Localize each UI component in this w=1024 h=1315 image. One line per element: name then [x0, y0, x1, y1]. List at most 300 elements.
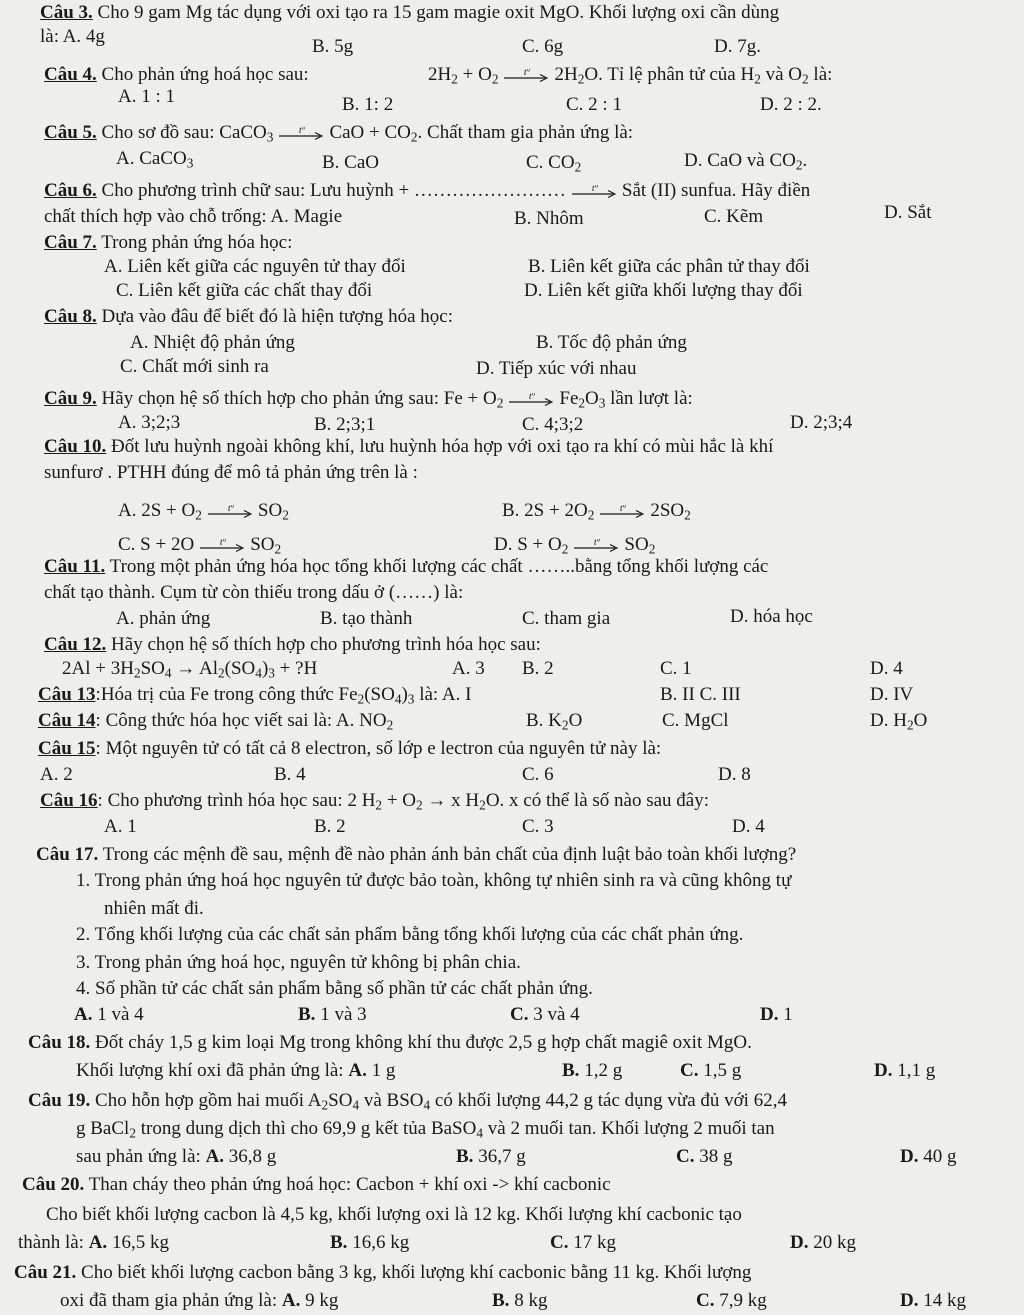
text-segment: B. tạo thành	[320, 608, 413, 629]
text-line	[118, 86, 175, 108]
subscript: 2	[357, 691, 365, 707]
text-segment: A. CaCO	[116, 148, 187, 169]
question-label: Câu 6.	[44, 180, 97, 201]
text-line	[714, 36, 761, 58]
text-segment: D. hóa học	[730, 606, 813, 627]
text-line	[718, 764, 751, 786]
subscript: 2	[491, 71, 499, 87]
text-line	[760, 94, 822, 116]
text-line	[44, 582, 463, 604]
text-segment: sunfurơ . PTHH đúng để mô tả phản ứng trên là :	[44, 462, 418, 483]
subscript: 2	[410, 129, 418, 145]
text-segment: g BaCl	[76, 1118, 130, 1139]
text-line	[118, 500, 289, 522]
subscript: 2	[416, 797, 423, 813]
text-line	[704, 206, 763, 228]
text-line	[22, 1174, 611, 1196]
text-segment: → Al	[171, 658, 218, 679]
text-segment: Cho phản ứng hoá học sau:	[96, 64, 309, 85]
text-segment: D.	[760, 1004, 779, 1025]
text-segment: D.	[790, 1232, 809, 1253]
subscript: 2	[133, 665, 141, 681]
svg-text:t°: t°	[227, 504, 234, 513]
text-segment: : Một nguyên tử có tất cả 8 electron, số lớp e lectron của nguyên tử này là:	[95, 738, 662, 759]
text-line	[76, 1060, 395, 1082]
text-line	[502, 500, 691, 522]
text-segment: B. 4	[274, 764, 306, 785]
text-segment: 4. Số phần tử các chất sản phẩm bằng số phần tử các chất phản ứng.	[76, 978, 593, 999]
text-line	[46, 1204, 742, 1226]
text-segment: Fe	[559, 388, 579, 409]
text-segment: 9 kg	[300, 1290, 339, 1311]
text-segment: trong dung dịch thì cho 69,9 g kết tủa BaSO	[135, 1118, 477, 1139]
text-segment: O. x có thể là số nào sau đây:	[485, 790, 710, 811]
text-segment: 2H	[554, 64, 578, 85]
text-line	[28, 1090, 787, 1112]
text-segment: D. H	[870, 710, 907, 731]
text-segment: A. phản ứng	[116, 608, 211, 629]
question-label: Câu 8.	[44, 306, 97, 327]
text-segment: Cho biết khối lượng cacbon là 4,5 kg, khối lượng oxi là 12 kg. Khối lượng khí cacbonic tạo	[46, 1204, 742, 1225]
question-label: Câu 9.	[44, 388, 97, 409]
text-segment: Dựa vào đâu để biết đó là hiện tượng hóa học:	[96, 306, 453, 327]
text-segment: 38 g	[694, 1146, 733, 1167]
text-segment: 2SO	[650, 500, 685, 521]
text-line	[870, 710, 927, 732]
svg-text:t°: t°	[620, 504, 627, 513]
text-line	[874, 1060, 935, 1082]
text-line	[510, 1004, 580, 1026]
text-line	[40, 764, 73, 786]
text-line	[38, 710, 393, 732]
text-line	[118, 412, 180, 434]
question-label: Câu 13	[38, 684, 96, 705]
text-line	[298, 1004, 367, 1026]
text-line	[322, 152, 379, 174]
text-segment: 1 và 3	[315, 1004, 367, 1025]
subscript: 3	[186, 155, 194, 171]
text-line	[660, 684, 741, 706]
text-line	[492, 1290, 547, 1312]
question-label: Câu 14	[38, 710, 96, 731]
text-segment: C. 6g	[522, 36, 564, 57]
svg-text:t°: t°	[524, 68, 531, 77]
text-line	[38, 684, 471, 706]
text-segment: A. Nhiệt độ phản ứng	[130, 332, 295, 353]
text-line	[44, 232, 292, 254]
text-segment: Câu 21.	[14, 1262, 77, 1283]
text-segment: O	[568, 710, 583, 731]
text-segment: B. Nhôm	[514, 208, 584, 229]
text-line	[40, 26, 105, 48]
text-segment: A.	[88, 1232, 108, 1253]
text-segment: có khối lượng 44,2 g tác dụng vừa đủ với 62,4	[430, 1090, 787, 1111]
text-line	[550, 1232, 616, 1254]
text-line	[44, 206, 342, 228]
subscript: 2	[754, 71, 761, 87]
text-line	[44, 388, 693, 410]
text-segment: SO	[257, 500, 283, 521]
text-line	[120, 356, 269, 378]
text-line	[522, 658, 554, 680]
text-segment: Than cháy theo phản ứng hoá học: Cacbon + khí oxi -> khí cacbonic	[84, 1174, 611, 1195]
text-segment: C. S + 2O	[118, 534, 195, 555]
text-segment: A. 2S + O	[118, 500, 196, 521]
text-segment: 3 và 4	[528, 1004, 580, 1025]
text-line	[870, 684, 913, 706]
question-label: Câu 5.	[44, 122, 97, 143]
text-segment: C. 4;3;2	[522, 414, 584, 435]
text-line	[44, 64, 309, 86]
text-segment: B. 2	[314, 816, 346, 837]
text-line	[40, 790, 709, 812]
text-segment: Trong phản ứng hóa học:	[96, 232, 293, 253]
question-label: Câu 12.	[44, 634, 107, 655]
text-line	[312, 36, 353, 58]
text-segment: Trong một phản ứng hóa học tổng khối lượng các chất ……..bằng tổng khối lượng các	[105, 556, 769, 577]
reaction-arrow-icon	[572, 185, 616, 199]
text-segment: Cho phương trình chữ sau: Lưu huỳnh + ……………………	[96, 180, 566, 201]
text-segment: Hãy chọn hệ số thích hợp cho phản ứng sau: Fe + O	[96, 388, 497, 409]
text-segment: 14 kg	[918, 1290, 966, 1311]
svg-text:t°: t°	[594, 538, 601, 547]
question-label: Câu 10.	[44, 436, 107, 457]
text-segment: chất thích hợp vào chỗ trống: A. Magie	[44, 206, 343, 227]
subscript: 2	[802, 71, 809, 87]
text-segment: O	[913, 710, 928, 731]
text-line	[18, 1232, 169, 1254]
text-segment: B.	[456, 1146, 474, 1167]
subscript: 2	[906, 717, 914, 733]
text-segment: SO	[624, 534, 649, 555]
subscript: 2	[218, 665, 225, 681]
text-line	[522, 36, 563, 58]
text-line	[76, 952, 521, 974]
subscript: 2	[684, 507, 691, 523]
text-line	[320, 608, 412, 630]
text-segment: B.	[562, 1060, 580, 1081]
text-segment: B. II C. III	[660, 684, 741, 705]
subscript: 2	[561, 717, 569, 733]
text-line	[76, 870, 791, 892]
text-segment: là: A. 4g	[40, 26, 105, 47]
text-segment: 16,5 kg	[107, 1232, 169, 1253]
question-label: Câu 15	[38, 738, 96, 759]
text-line	[526, 710, 582, 732]
text-segment: và O	[760, 64, 803, 85]
text-segment: 36,7 g	[473, 1146, 526, 1167]
text-segment: : Cho phương trình hóa học sau: 2 H	[97, 790, 376, 811]
text-line	[40, 2, 779, 24]
text-line	[660, 658, 692, 680]
subscript: 4	[255, 665, 262, 681]
text-line	[562, 1060, 622, 1082]
text-segment: C.	[696, 1290, 715, 1311]
text-segment: sau phản ứng là:	[76, 1146, 206, 1167]
text-line	[696, 1290, 767, 1312]
text-line	[428, 64, 832, 86]
subscript: 4	[394, 691, 402, 707]
text-line	[536, 332, 687, 354]
text-segment: Câu 19.	[28, 1090, 91, 1111]
question-label: Câu 11.	[44, 556, 106, 577]
subscript: 2	[375, 797, 383, 813]
text-segment: Câu 20.	[22, 1174, 85, 1195]
text-segment: D. Tiếp xúc với nhau	[476, 358, 637, 379]
text-segment: Hãy chọn hệ số thích hợp cho phương trình hóa học sau:	[106, 634, 541, 655]
subscript: 3	[268, 665, 275, 681]
text-line	[760, 1004, 793, 1026]
text-line	[44, 122, 633, 144]
text-segment: SO	[250, 534, 275, 555]
text-line	[522, 414, 583, 436]
text-segment: A.	[348, 1060, 367, 1081]
text-segment: 17 kg	[568, 1232, 616, 1253]
text-segment: O. Tỉ lệ phân tử của H	[584, 64, 755, 85]
subscript: 3	[266, 129, 274, 145]
text-segment: D. CaO và CO	[684, 150, 796, 171]
text-segment: A.	[205, 1146, 225, 1167]
text-segment: C.	[680, 1060, 699, 1081]
text-line	[900, 1290, 966, 1312]
text-line	[522, 764, 554, 786]
text-line	[60, 1290, 338, 1312]
text-segment: )	[401, 684, 408, 705]
text-segment: C.	[676, 1146, 695, 1167]
text-line	[526, 152, 581, 174]
text-segment: oxi đã tham gia phản ứng là:	[60, 1290, 282, 1311]
text-segment: A. 1	[104, 816, 137, 837]
text-segment: + ?H	[274, 658, 318, 679]
text-segment: A. 3;2;3	[118, 412, 181, 433]
text-line	[522, 816, 554, 838]
text-line	[44, 634, 541, 656]
text-segment: SO	[140, 658, 165, 679]
subscript: 2	[574, 159, 582, 175]
text-segment: 3. Trong phản ứng hoá học, nguyên tử không bị phân chia.	[76, 952, 521, 973]
text-line	[790, 412, 852, 434]
text-segment: :Hóa trị của Fe trong công thức Fe	[95, 684, 358, 705]
text-segment: B. 2;3;1	[314, 414, 376, 435]
reaction-arrow-icon	[208, 505, 252, 519]
text-segment: 2Al + 3H	[62, 658, 134, 679]
text-line	[76, 1118, 775, 1140]
text-line	[884, 202, 932, 224]
text-segment: C. 1	[660, 658, 692, 679]
text-line	[14, 1262, 751, 1284]
text-segment: B. 1: 2	[342, 94, 394, 115]
text-segment: D.	[900, 1290, 919, 1311]
text-line	[44, 436, 773, 458]
question-label: Câu 7.	[44, 232, 97, 253]
text-line	[452, 658, 485, 680]
text-line	[732, 816, 765, 838]
text-line	[524, 280, 803, 302]
text-segment: 1	[778, 1004, 793, 1025]
subscript: 2	[386, 717, 394, 733]
text-segment: 1 và 4	[92, 1004, 144, 1025]
text-segment: → x H	[422, 790, 480, 811]
text-segment: 20 kg	[808, 1232, 856, 1253]
reaction-arrow-icon	[200, 539, 244, 553]
text-segment: C. Liên kết giữa các chất thay đổi	[116, 280, 373, 301]
text-segment: : Công thức hóa học viết sai là: A. NO	[95, 710, 387, 731]
text-segment: . Chất tham gia phản ứng là:	[417, 122, 634, 143]
text-segment: C.	[550, 1232, 569, 1253]
text-segment: Câu 18.	[28, 1032, 91, 1053]
text-segment: chất tạo thành. Cụm từ còn thiếu trong dấu ở (……) là:	[44, 582, 464, 603]
text-segment: C. CO	[526, 152, 575, 173]
text-segment: B. Liên kết giữa các phân tử thay đổi	[528, 256, 810, 277]
text-segment: 1,2 g	[579, 1060, 623, 1081]
subscript: 4	[164, 665, 172, 681]
text-segment: B.	[298, 1004, 316, 1025]
text-line	[104, 898, 204, 920]
text-segment: + O	[382, 790, 417, 811]
text-segment: 16,6 kg	[347, 1232, 410, 1253]
reaction-arrow-icon	[504, 69, 548, 83]
text-segment: Khối lượng khí oxi đã phản ứng là:	[76, 1060, 349, 1081]
svg-text:t°: t°	[591, 184, 599, 193]
text-segment: và 2 muối tan. Khối lượng 2 muối tan	[483, 1118, 775, 1139]
text-line	[676, 1146, 732, 1168]
text-line	[104, 256, 406, 278]
subscript: 2	[282, 507, 289, 523]
text-segment: 2. Tổng khối lượng của các chất sản phẩm bằng tổng khối lượng của các chất phản ứng.	[76, 924, 744, 945]
subscript: 3	[407, 691, 415, 707]
text-segment: Cho sơ đồ sau: CaCO	[96, 122, 267, 143]
text-line	[38, 738, 661, 760]
text-line	[118, 534, 281, 556]
text-segment: B. Tốc độ phản ứng	[536, 332, 687, 353]
subscript: 2	[195, 507, 202, 523]
text-line	[528, 256, 810, 278]
subscript: 2	[561, 541, 569, 557]
text-segment: A.	[281, 1290, 301, 1311]
text-line	[514, 208, 584, 230]
text-line	[566, 94, 622, 116]
text-line	[104, 816, 137, 838]
text-segment: B. CaO	[322, 152, 379, 173]
text-segment: Cho biết khối lượng cacbon bằng 3 kg, khối lượng khí cacbonic bằng 11 kg. Khối lượng	[76, 1262, 752, 1283]
text-segment: C. MgCl	[662, 710, 729, 731]
text-segment: Câu 17.	[36, 844, 99, 865]
text-line	[730, 606, 813, 628]
text-line	[870, 658, 903, 680]
text-segment: D. IV	[870, 684, 914, 705]
text-line	[74, 1004, 144, 1026]
subscript: 2	[451, 71, 458, 87]
text-segment: và BSO	[359, 1090, 424, 1111]
subscript: 2	[648, 541, 656, 557]
text-line	[36, 844, 796, 866]
text-segment: C. 6	[522, 764, 554, 785]
subscript: 2	[496, 395, 504, 411]
text-line	[274, 764, 306, 786]
text-line	[130, 332, 295, 354]
text-line	[116, 148, 193, 170]
text-segment: C.	[510, 1004, 529, 1025]
text-segment: CaO + CO	[329, 122, 411, 143]
svg-text:t°: t°	[529, 392, 536, 401]
text-segment: B. K	[526, 710, 562, 731]
text-line	[44, 306, 453, 328]
subscript: 2	[577, 71, 585, 87]
svg-text:t°: t°	[299, 126, 306, 135]
text-segment: D. Sắt	[884, 202, 932, 223]
text-line	[76, 978, 593, 1000]
text-line	[28, 1032, 752, 1054]
text-segment: A. Liên kết giữa các nguyên tử thay đổi	[104, 256, 406, 277]
question-label: Câu 16	[40, 790, 98, 811]
text-segment: D. 7g.	[714, 36, 761, 57]
text-segment: B. 5g	[312, 36, 354, 57]
text-segment: thành là:	[18, 1232, 89, 1253]
subscript: 3	[598, 395, 606, 411]
text-segment: lần lượt là:	[605, 388, 693, 409]
text-segment: C. Chất mới sinh ra	[120, 356, 269, 377]
text-segment: D.	[874, 1060, 893, 1081]
text-segment: 2H	[428, 64, 452, 85]
text-segment: là:	[808, 64, 833, 85]
text-segment: Đốt cháy 1,5 g kim loại Mg trong không khí thu được 2,5 g hợp chất magiê oxit MgO.	[90, 1032, 752, 1053]
text-segment: (SO	[224, 658, 256, 679]
text-line	[522, 608, 610, 630]
text-segment: D. 8	[718, 764, 751, 785]
text-segment: C. Kẽm	[704, 206, 764, 227]
reaction-arrow-icon	[509, 393, 553, 407]
text-line	[494, 534, 655, 556]
text-segment: D. 4	[870, 658, 903, 679]
text-line	[662, 710, 729, 732]
text-segment: D. 4	[732, 816, 765, 837]
text-segment: O	[585, 388, 599, 409]
text-segment: Cho hỗn hợp gồm hai muối A	[90, 1090, 322, 1111]
text-segment: C. 2 : 1	[566, 94, 622, 115]
text-line	[62, 658, 317, 680]
text-segment: C. 3	[522, 816, 554, 837]
text-line	[456, 1146, 526, 1168]
text-segment: 1,1 g	[892, 1060, 936, 1081]
text-segment: D. S + O	[494, 534, 562, 555]
text-line	[314, 816, 346, 838]
text-segment: Trong các mệnh đề sau, mệnh đề nào phản ánh bản chất của định luật bảo toàn khối lượng?	[98, 844, 797, 865]
subscript: 2	[587, 507, 595, 523]
subscript: 2	[795, 157, 803, 173]
text-segment: D.	[900, 1146, 919, 1167]
text-segment: là: A. I	[414, 684, 472, 705]
text-segment: B. 2	[522, 658, 554, 679]
text-line	[314, 414, 375, 436]
text-line	[790, 1232, 856, 1254]
subscript: 2	[274, 541, 282, 557]
text-line	[684, 150, 807, 172]
text-segment: + O	[457, 64, 492, 85]
subscript: 2	[129, 1125, 136, 1141]
reaction-arrow-icon	[279, 127, 323, 141]
text-segment: 36,8 g	[224, 1146, 277, 1167]
subscript: 2	[578, 395, 586, 411]
text-segment: D. 2;3;4	[790, 412, 853, 433]
text-segment: (SO	[364, 684, 395, 705]
question-label: Câu 3.	[40, 2, 93, 23]
text-segment: C. tham gia	[522, 608, 611, 629]
text-segment: 1. Trong phản ứng hoá học nguyên tử được bảo toàn, không tự nhiên sinh ra và cũng không tự	[76, 870, 792, 891]
text-line	[44, 180, 810, 202]
text-segment: SO	[328, 1090, 353, 1111]
text-segment: )	[261, 658, 269, 679]
text-segment: A. 3	[452, 658, 485, 679]
